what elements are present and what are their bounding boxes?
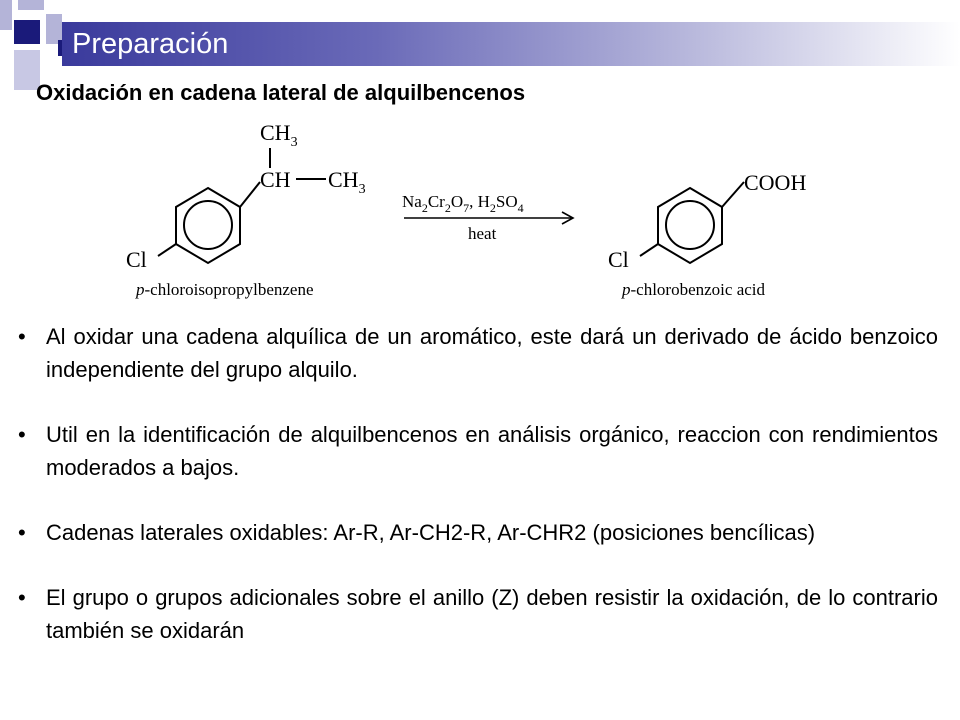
reactant-middle-group: CH bbox=[260, 167, 291, 192]
bullet-list bbox=[18, 320, 938, 679]
arrow-condition: heat bbox=[468, 224, 497, 243]
decor-square-top-left bbox=[0, 0, 12, 30]
slide-subtitle: Oxidación en cadena lateral de alquilbencenos bbox=[36, 80, 526, 105]
bullet-text: Util en la identificación de alquilbencenos en análisis orgánico, reaccion con rendimientos moderados a bajos. bbox=[46, 422, 938, 480]
bullet-item bbox=[18, 516, 938, 549]
product-benzene-ring bbox=[640, 182, 744, 263]
bullet-mark: • bbox=[18, 520, 26, 545]
reactant-substituent: Cl bbox=[126, 247, 147, 272]
bullet-item bbox=[18, 320, 938, 386]
reaction-scheme bbox=[110, 112, 840, 307]
bullet-mark: • bbox=[18, 324, 26, 349]
reactant-name: p-chloroisopropylbenzene bbox=[136, 280, 314, 299]
reaction-arrow bbox=[404, 212, 573, 224]
reactant-top-group: $CH_3$ bbox=[260, 120, 298, 150]
product-group: COOH bbox=[744, 170, 807, 195]
product-name: p-chlorobenzoic acid bbox=[622, 280, 766, 299]
bullet-text: Al oxidar una cadena alquílica de un aromático, este dará un derivado de ácido benzoico independiente del grupo alquilo. bbox=[46, 324, 938, 382]
arrow-reagents: $Na_2Cr_2O_7$, $H_2SO_4$ bbox=[402, 192, 524, 215]
decor-square-top bbox=[18, 0, 44, 10]
bullet-item bbox=[18, 581, 938, 647]
slide-title: Preparación bbox=[72, 28, 229, 60]
bullet-item bbox=[18, 418, 938, 484]
reactant-side-group: $CH_3$ bbox=[328, 167, 366, 197]
bullet-text: Cadenas laterales oxidables: Ar-R, Ar-CH2-R, Ar-CHR2 (posiciones bencílicas) bbox=[46, 520, 816, 545]
bullet-mark: • bbox=[18, 585, 26, 610]
product-substituent: Cl bbox=[608, 247, 629, 272]
bullet-mark: • bbox=[18, 422, 26, 447]
reactant-benzene-ring bbox=[158, 148, 326, 263]
bullet-text: El grupo o grupos adicionales sobre el anillo (Z) deben resistir la oxidación, de lo contrario también se oxidarán bbox=[46, 585, 938, 643]
decor-square-dark bbox=[14, 20, 40, 44]
